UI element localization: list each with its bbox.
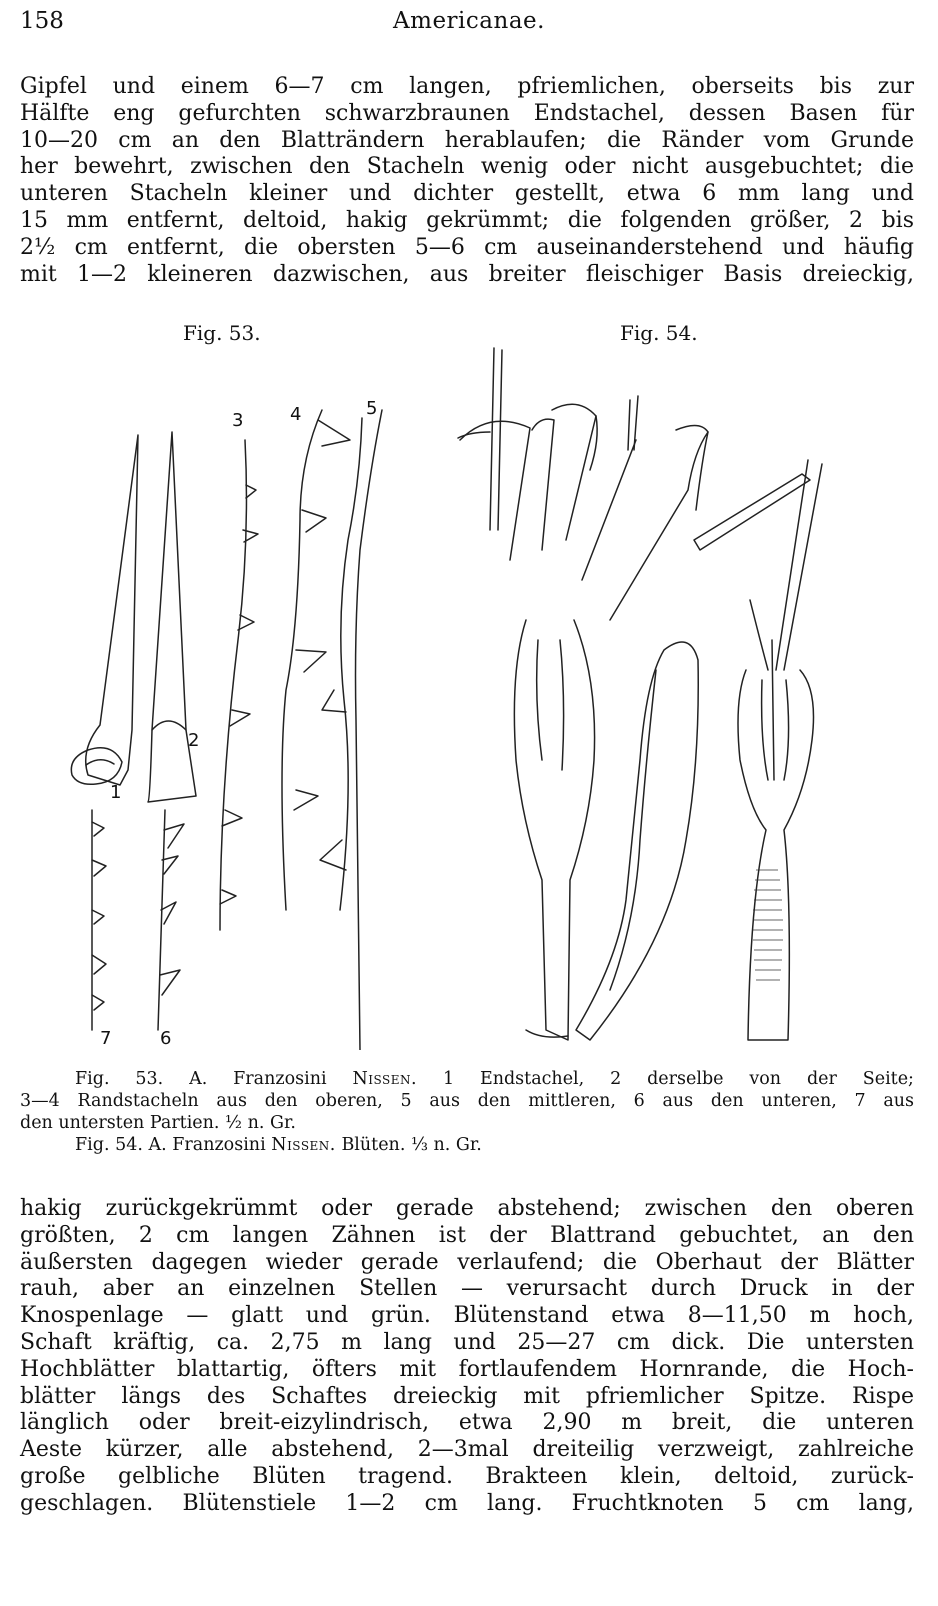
part-number-1: 1 xyxy=(110,782,122,803)
text-line: rauh, aber an einzelnen Stellen — verursacht durch Druck in der xyxy=(20,1276,914,1302)
text-line: äußersten dagegen wieder gerade verlaufend; die Oberhaut der Blätter xyxy=(20,1249,914,1275)
left-flower-perianth xyxy=(514,620,594,1040)
caption-line xyxy=(20,1134,914,1156)
caption-fig-54: Fig. 54. xyxy=(75,1135,143,1155)
leaf-margin-3 xyxy=(220,440,246,930)
text-line: Knospenlage — glatt und grün. Blütenstand etwa 8—11,50 m hoch, xyxy=(20,1303,914,1329)
flower-bud xyxy=(576,642,698,1040)
text-line: Schaft kräftig, ca. 2,75 m lang und 25—27 cm dick. Die untersten xyxy=(20,1329,914,1355)
running-title: Americanae. xyxy=(393,8,545,34)
text-line: mit 1—2 kleineren dazwischen, aus breiter fleischiger Basis dreieckig, xyxy=(20,261,914,287)
text-line: 10—20 cm an den Blatträndern herablaufen; die Ränder vom Grunde xyxy=(20,127,914,153)
figure-caption xyxy=(20,1068,914,1156)
caption-author: Nissen. xyxy=(352,1069,418,1089)
leaf-margin-4 xyxy=(282,410,322,910)
right-flower-section xyxy=(738,670,814,1040)
figure-53-label: Fig. 53. xyxy=(183,321,261,345)
terminal-spine-2-base xyxy=(152,721,186,730)
ovary-hatching xyxy=(753,870,783,980)
terminal-spine-1 xyxy=(86,435,138,785)
text-line: 2½ cm entfernt, die obersten 5—6 cm auseinanderstehend und häufig xyxy=(20,234,914,260)
caption-line: den untersten Partien. ½ n. Gr. xyxy=(20,1113,296,1133)
text-line: geschlagen. Blütenstiele 1—2 cm lang. Fruchtknoten 5 cm lang, xyxy=(20,1490,914,1516)
part-number-4: 4 xyxy=(290,404,302,425)
leaf-margin-5 xyxy=(356,410,383,1050)
part-number-7: 7 xyxy=(100,1028,112,1049)
text-line: Gipfel und einem 6—7 cm langen, pfriemlichen, oberseits bis zur xyxy=(20,74,914,99)
stamen xyxy=(490,348,502,530)
page-header xyxy=(20,8,918,40)
text-line: länglich oder breit-eizylindrisch, etwa 2,90 m breit, die unteren xyxy=(20,1410,914,1436)
part-number-6: 6 xyxy=(160,1028,172,1049)
text-line: unteren Stacheln kleiner und dichter gestellt, etwa 6 mm lang und xyxy=(20,181,914,207)
text-line: große gelbliche Blüten tragend. Brakteen klein, deltoid, zurück- xyxy=(20,1463,914,1489)
part-number-5: 5 xyxy=(366,398,378,419)
caption-species: A. Franzosini xyxy=(148,1135,266,1155)
part-number-3: 3 xyxy=(232,410,244,431)
caption-text: Blüten. ⅓ n. Gr. xyxy=(341,1135,482,1155)
caption-line xyxy=(20,1068,914,1090)
paragraph-bottom xyxy=(20,1196,914,1518)
terminal-spine-1-base xyxy=(71,748,122,785)
text-line: her bewehrt, zwischen den Stacheln wenig oder nicht ausgebuchtet; die xyxy=(20,154,914,180)
page-number: 158 xyxy=(20,8,64,34)
text-line: hakig zurückgekrümmt oder gerade abstehend; zwischen den oberen xyxy=(20,1196,914,1221)
text-line: Hochblätter blattartig, öfters mit fortlaufendem Hornrande, die Hoch- xyxy=(20,1356,914,1382)
text-line: Aeste kürzer, alle abstehend, 2—3mal dreiteilig verzweigt, zahlreiche xyxy=(20,1437,914,1463)
caption-author: Nissen. xyxy=(271,1135,336,1155)
caption-fig-53: Fig. 53. xyxy=(75,1069,164,1089)
text-line: 15 mm entfernt, deltoid, hakig gekrümmt; die folgenden größer, 2 bis xyxy=(20,207,914,233)
anther xyxy=(628,396,638,450)
text-line: Hälfte eng gefurchten schwarzbraunen Endstachel, dessen Basen für xyxy=(20,100,914,126)
caption-species: A. Franzosini xyxy=(189,1069,327,1089)
figure-54-label: Fig. 54. xyxy=(620,321,698,345)
figure-53-spines-drawing xyxy=(60,390,390,1050)
paragraph-top xyxy=(20,74,914,288)
caption-line: 3—4 Randstacheln aus den oberen, 5 aus den mittleren, 6 aus den unteren, 7 aus xyxy=(20,1091,914,1111)
caption-text: 1 Endstachel, 2 derselbe von der Seite; xyxy=(442,1069,914,1089)
part-number-2: 2 xyxy=(188,730,200,751)
text-line: blätter längs des Schaftes dreieckig mit pfriemlicher Spitze. Rispe xyxy=(20,1383,914,1409)
leaf-margin-6 xyxy=(158,810,165,1030)
text-line: größten, 2 cm langen Zähnen ist der Blattrand gebuchtet, an den xyxy=(20,1222,914,1248)
figure-54-flowers-drawing xyxy=(450,340,870,1060)
